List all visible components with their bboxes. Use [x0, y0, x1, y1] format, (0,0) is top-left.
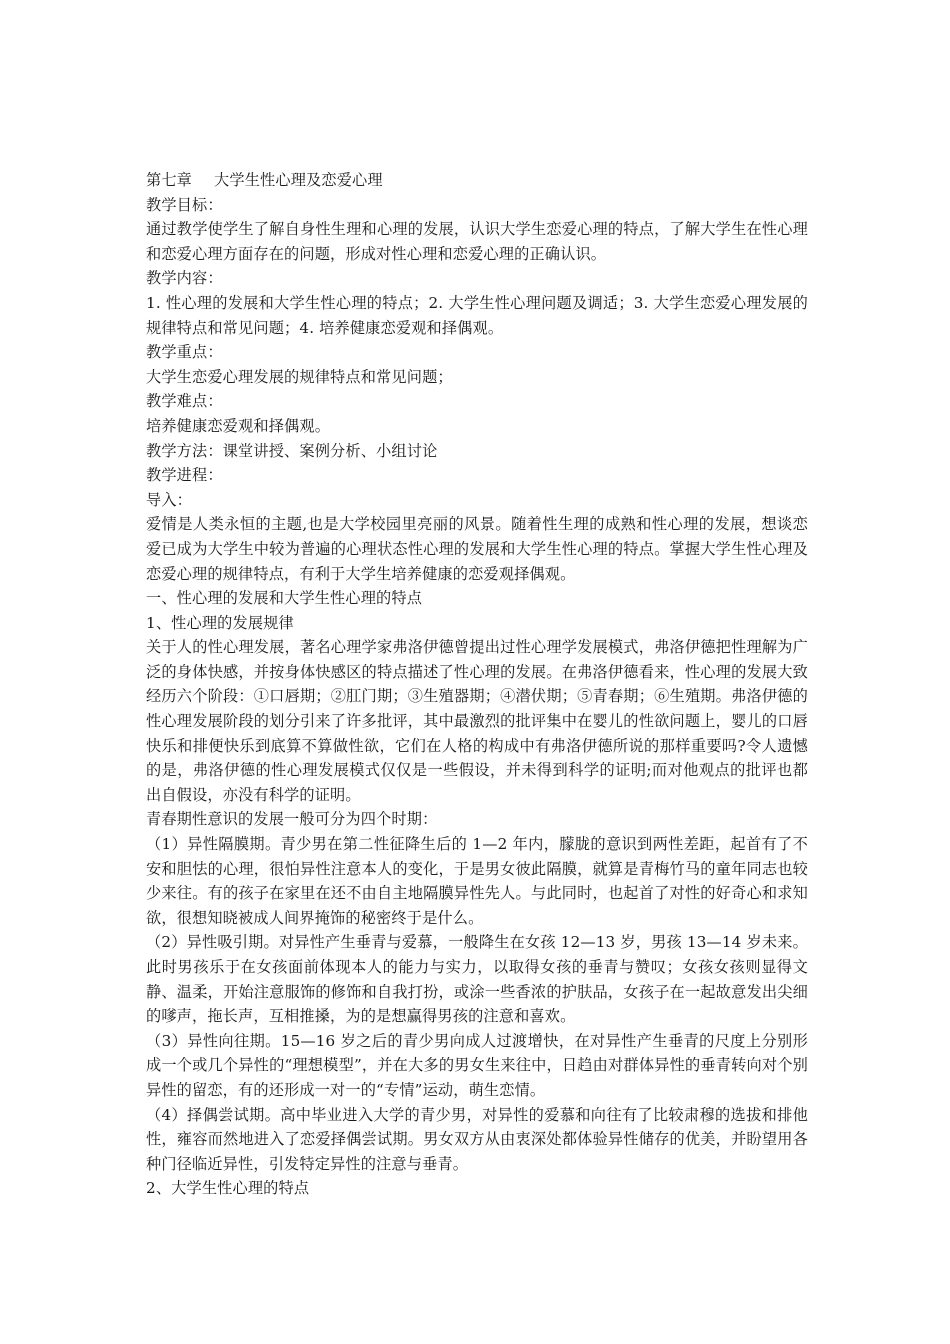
- teaching-content-text: 1. 性心理的发展和大学生性心理的特点；2. 大学生性心理问题及调适；3. 大学生恋爱心理发展的规律特点和常见问题；4. 培养健康恋爱观和择偶观。: [146, 293, 808, 337]
- document-page: [146, 168, 808, 1201]
- period-4-paragraph: （4）择偶尝试期。高中毕业进入大学的青少男，对异性的爱慕和向往有了比较肃穆的选拔和排他性，雍容而然地进入了恋爱择偶尝试期。男女双方从由衷深处都体验异性储存的优美，并盼望用各种门径临近异性，引发特定异性的注意与垂青。: [146, 1105, 808, 1173]
- period-2-paragraph: （2）异性吸引期。对异性产生垂青与爱慕，一般降生在女孩 12—13 岁，男孩 13—14 岁未来。此时男孩乐于在女孩面前体现本人的能力与实力，以取得女孩的垂青与赞叹；女孩女孩则显得文静、温柔，开始注意服饰的修饰和自我打扮，或涂一些香浓的护肤品，女孩子在一起故意发出尖细的嗲声，拖长声，互相推搡，为的是想赢得男孩的注意和喜欢。: [146, 933, 808, 1026]
- freud-paragraph: 关于人的性心理发展，著名心理学家弗洛伊德曾提出过性心理学发展模式，弗洛伊德把性理解为广泛的身体快感，并按身体快感区的特点描述了性心理的发展。在弗洛伊德看来，性心理的发展大致经历六个阶段：①口唇期；②肛门期；③生殖器期；④潜伏期；⑤青春期；⑥生殖期。弗洛伊德的性心理发展阶段的划分引来了许多批评，其中最激烈的批评集中在婴儿的性欲问题上，婴儿的口唇快乐和排便快乐到底算不算做性欲，它们在人格的构成中有弗洛伊德所说的那样重要吗?令人遗憾的是，弗洛伊德的性心理发展模式仅仅是一些假设，并未得到科学的证明;而对他观点的批评也都出自假设，亦没有科学的证明。: [146, 638, 808, 804]
- intro-label: 导入：: [146, 490, 193, 509]
- teaching-key-text: 大学生恋爱心理发展的规律特点和常见问题；: [146, 367, 453, 386]
- period-1-paragraph: （1）异性隔膜期。青少男在第二性征降生后的 1—2 年内，朦胧的意识到两性差距，起首有了不安和胆怯的心理，很怕异性注意本人的变化，于是男女彼此隔膜，就算是青梅竹马的童年同志也较少来往。有的孩子在家里在还不由自主地隔膜异性先人。与此同时，也起首了对性的好奇心和求知欲，很想知晓被成人间界掩饰的秘密终于是什么。: [146, 835, 808, 927]
- periods-intro-paragraph: 青春期性意识的发展一般可分为四个时期：: [146, 810, 438, 829]
- period-3-paragraph: （3）异性向往期。15—16 岁之后的青少男向成人过渡增快，在对异性产生垂青的尺度上分别形成一个或几个异性的“理想模型”，并在大多的男女生来往中，日趋由对群体异性的垂青转向对个别异性的留恋，有的还形成一对一的“专情”运动，萌生恋情。: [146, 1031, 808, 1099]
- teaching-difficulty-text: 培养健康恋爱观和择偶观。: [146, 416, 331, 435]
- subsection-heading-1: 1、性心理的发展规律: [146, 613, 294, 632]
- chapter-name: 大学生性心理及恋爱心理: [214, 171, 383, 189]
- teaching-method-text: 教学方法：课堂讲授、案例分析、小组讨论: [146, 441, 438, 460]
- section-heading-1: 一、性心理的发展和大学生性心理的特点: [146, 589, 423, 608]
- teaching-goal-text: 通过教学使学生了解自身性生理和心理的发展，认识大学生恋爱心理的特点，了解大学生在性心理和恋爱心理方面存在的问题，形成对性心理和恋爱心理的正确认识。: [146, 220, 808, 263]
- chapter-title: [146, 168, 808, 193]
- chapter-number: 第七章: [146, 171, 193, 189]
- subsection-heading-2: 2、大学生性心理的特点: [146, 1179, 310, 1198]
- teaching-difficulty-label: 教学难点：: [146, 392, 223, 411]
- teaching-content-label: 教学内容：: [146, 269, 223, 288]
- teaching-key-label: 教学重点：: [146, 343, 223, 362]
- intro-paragraph: 爱情是人类永恒的主题,也是大学校园里亮丽的风景。随着性生理的成熟和性心理的发展，想谈恋爱已成为大学生中较为普遍的心理状态性心理的发展和大学生性心理的特点。掌握大学生性心理及恋爱心理的规律特点，有利于大学生培养健康的恋爱观择偶观。: [146, 515, 808, 583]
- teaching-process-label: 教学进程：: [146, 466, 223, 485]
- teaching-goal-label: 教学目标：: [146, 195, 223, 214]
